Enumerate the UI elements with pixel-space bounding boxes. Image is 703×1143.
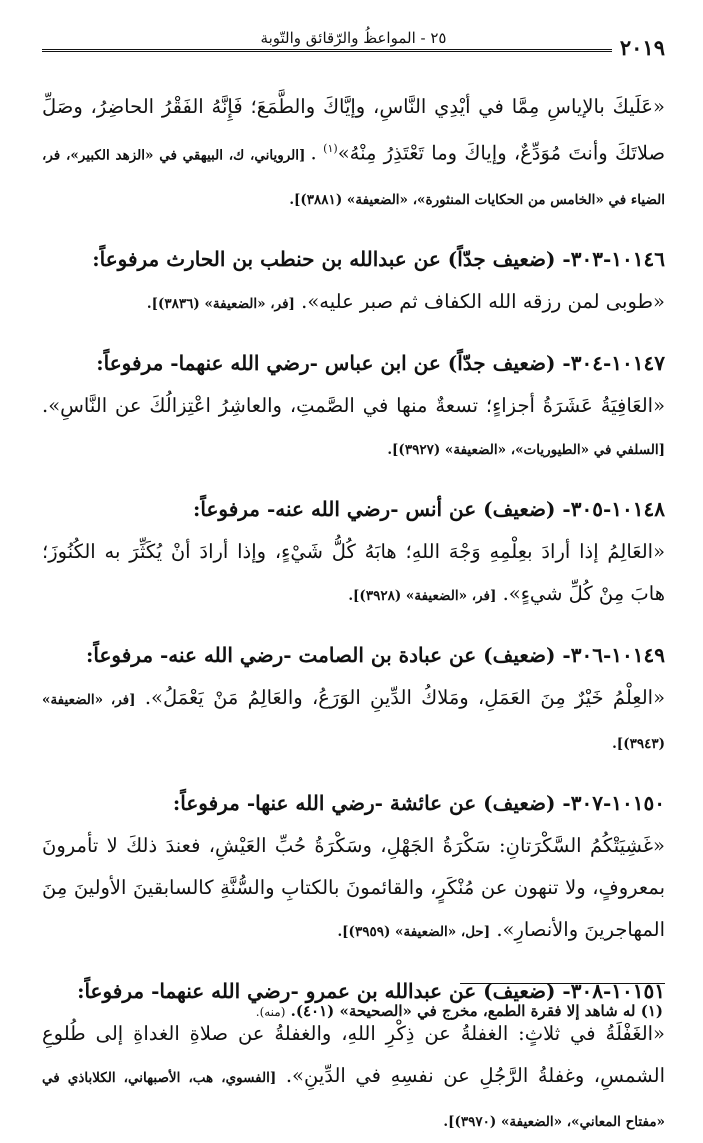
entry-heading: ١٠١٥٠-٣٠٧- (ضعيف) عن عائشة -رضي الله عنها- مرفوعاً:	[172, 790, 665, 815]
footnote-marker[interactable]: (١)	[323, 142, 338, 155]
entry-text: «الغَفْلَةُ في ثلاثٍ: الغفلةُ عن ذِكْرِ اللهِ، والغفلةُ عن صلاةِ الغداةِ إلى طُلوعِ الشمسِ، وغفلةُ الرَّجُلِ عن نفسِهِ في الدِّينِ».	[42, 1021, 665, 1087]
header-rule	[42, 49, 612, 52]
footnote-text: (١) له شاهد إلا فقرة الطمع، مخرج في «الصحيحة» (٤٠١).	[290, 1002, 663, 1020]
entry-heading: ١٠١٤٨-٣٠٥- (ضعيف) عن أنس -رضي الله عنه- مرفوعاً:	[192, 496, 665, 521]
entry-heading: ١٠١٤٩-٣٠٦- (ضعيف) عن عبادة بن الصامت -رضي الله عنه- مرفوعاً:	[85, 642, 665, 667]
hadith-entry	[42, 341, 665, 471]
hadith-entry	[42, 487, 665, 617]
continuation-paragraph	[42, 86, 665, 221]
footnote	[42, 1002, 663, 1020]
entry-source: [فر، «الضعيفة» (٣٩٢٨)].	[348, 587, 497, 604]
entry-text: «غَشِيَتْكُمُ السَّكْرَتانِ: سَكْرَةُ الجَهْلِ، وسَكْرَةُ حُبِّ العَيْشِ، فعندَ ذلكَ لا تأمرونَ بمعروفٍ، ولا تنهون عن مُنْكَرٍ، والقائمونَ بالكتابِ والسُّنَّةِ كالسابقينَ الأولينَ مِنَ المهاجرينَ والأنصارِ».	[42, 833, 665, 941]
hadith-entry	[42, 633, 665, 765]
entry-text: «العَافِيَةُ عَشَرَةُ أجزاءٍ؛ تسعةٌ منها في الصَّمتِ، والعاشِرُ اعْتِزالُكَ عن النَّاسِ».	[42, 393, 665, 417]
entry-source: [حل، «الضعيفة» (٣٩٥٩)].	[337, 923, 491, 940]
entry-source: [فر، «الضعيفة» (٣٩٤٣)].	[42, 691, 665, 752]
entry-heading: ١٠١٤٦-٣٠٣- (ضعيف جدّاً) عن عبدالله بن حنطب بن الحارث مرفوعاً:	[92, 246, 665, 271]
page-header	[42, 26, 665, 60]
continuation-line-1: «عَلَيكَ بالإياسِ مِمَّا في أيْدِي النَّاسِ، وإيَّاكَ والطَّمَعَ؛ فَإِنَّهُ الفَقْرُ الحاضِرُ، وصَلِّ صلاتَكَ	[42, 95, 666, 165]
footnote-separator	[460, 983, 665, 984]
running-title	[42, 29, 665, 47]
hadith-entry	[42, 781, 665, 953]
entry-text: «طوبى لمن رزقه الله الكفاف ثم صبر عليه».	[301, 289, 665, 313]
page-number: ٢٠١٩	[619, 35, 665, 60]
entry-source: [السلفي في «الطيوريات»، «الضعيفة» (٣٩٢٧)].	[387, 441, 665, 458]
running-title-text: ٢٥ - المواعظُ والرّقائق والتّوبة	[253, 29, 455, 47]
continuation-line-2: وأنتَ مُوَدِّعٌ، وإياكَ وما تَعْتَذِرُ مِنْهُ»	[337, 141, 608, 165]
hadith-entry	[42, 969, 665, 1143]
entry-heading: ١٠١٤٧-٣٠٤- (ضعيف جدّاً) عن ابن عباس -رضي الله عنهما- مرفوعاً:	[96, 350, 665, 375]
entry-text: «العَالِمُ إذا أرادَ بعِلْمِهِ وَجْهَ اللهِ؛ هابَهُ كُلُّ شَيْءٍ، وإذا أرادَ أنْ يُكَثِّرَ به الكُنُوزَ؛ هابَ مِنْ كُلِّ شيءٍ».	[42, 539, 665, 605]
hadith-entry	[42, 237, 665, 325]
continuation-source: . [الروياني، ك، البيهقي في «الزهد الكبير»، فر، الضياء في «الخامس من الحكايات المنثورة»، «الضعيفة» (٣٨٨١)].	[42, 147, 665, 208]
entry-source: [فر، «الضعيفة» (٣٨٣٦)].	[146, 295, 295, 312]
footnote-note: (منه).	[255, 1005, 286, 1019]
entry-source: [الفسوي، هب، الأصبهاني، الكلاباذي في «مفتاح المعاني»، «الضعيفة» (٣٩٧٠)].	[42, 1069, 665, 1130]
entry-text: «العِلْمُ خَيْرٌ مِنَ العَمَلِ، ومَلاكُ الدِّينِ الوَرَعُ، والعَالِمُ مَنْ يَعْمَلُ».	[144, 685, 666, 709]
entry-heading: ١٠١٥١-٣٠٨- (ضعيف) عن عبدالله بن عمرو -رضي الله عنهما- مرفوعاً:	[77, 978, 665, 1003]
page-body	[42, 86, 665, 1143]
